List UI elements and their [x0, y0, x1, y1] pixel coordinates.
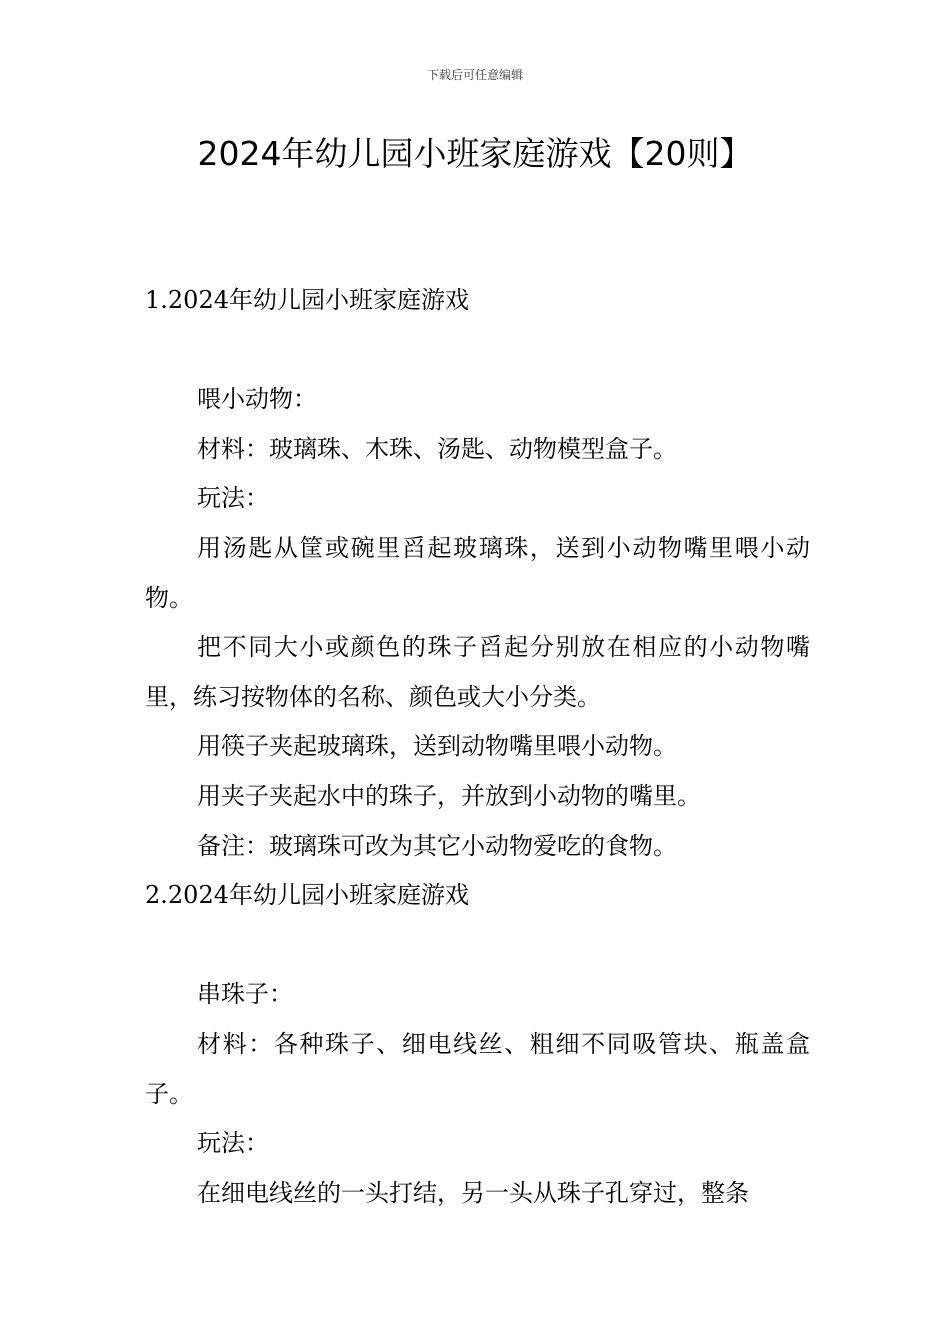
document-title: 2024年幼儿园小班家庭游戏【20则】	[197, 134, 753, 173]
method-step: 在细电线丝的一头打结，另一头从珠子孔穿过，整条	[197, 1178, 749, 1207]
section-heading: 2.2024年幼儿园小班家庭游戏	[145, 881, 469, 910]
game-name: 喂小动物：	[197, 385, 317, 414]
game-name: 串珠子：	[197, 980, 293, 1009]
method-label: 玩法：	[197, 1129, 269, 1158]
section-heading: 1.2024年幼儿园小班家庭游戏	[145, 286, 469, 314]
document-body	[145, 276, 810, 1218]
method-step: 用汤匙从筐或碗里舀起玻璃珠，送到小动物嘴里喂小动物。	[145, 533, 810, 612]
materials-paragraph: 材料：玻璃珠、木珠、汤匙、动物模型盒子。	[197, 434, 677, 463]
method-step: 把不同大小或颜色的珠子舀起分别放在相应的小动物嘴里，练习按物体的名称、颜色或大小分类。	[145, 633, 810, 711]
materials-paragraph: 材料：各种珠子、细电线丝、粗细不同吸管块、瓶盖盒子。	[145, 1029, 810, 1108]
method-step: 用夹子夹起水中的珠子，并放到小动物的嘴里。	[197, 781, 701, 810]
note-paragraph: 备注：玻璃珠可改为其它小动物爱吃的食物。	[197, 831, 677, 860]
method-label: 玩法：	[197, 484, 269, 513]
method-step: 用筷子夹起玻璃珠，送到动物嘴里喂小动物。	[197, 732, 677, 761]
header-note: 下载后可任意编辑	[426, 68, 523, 82]
